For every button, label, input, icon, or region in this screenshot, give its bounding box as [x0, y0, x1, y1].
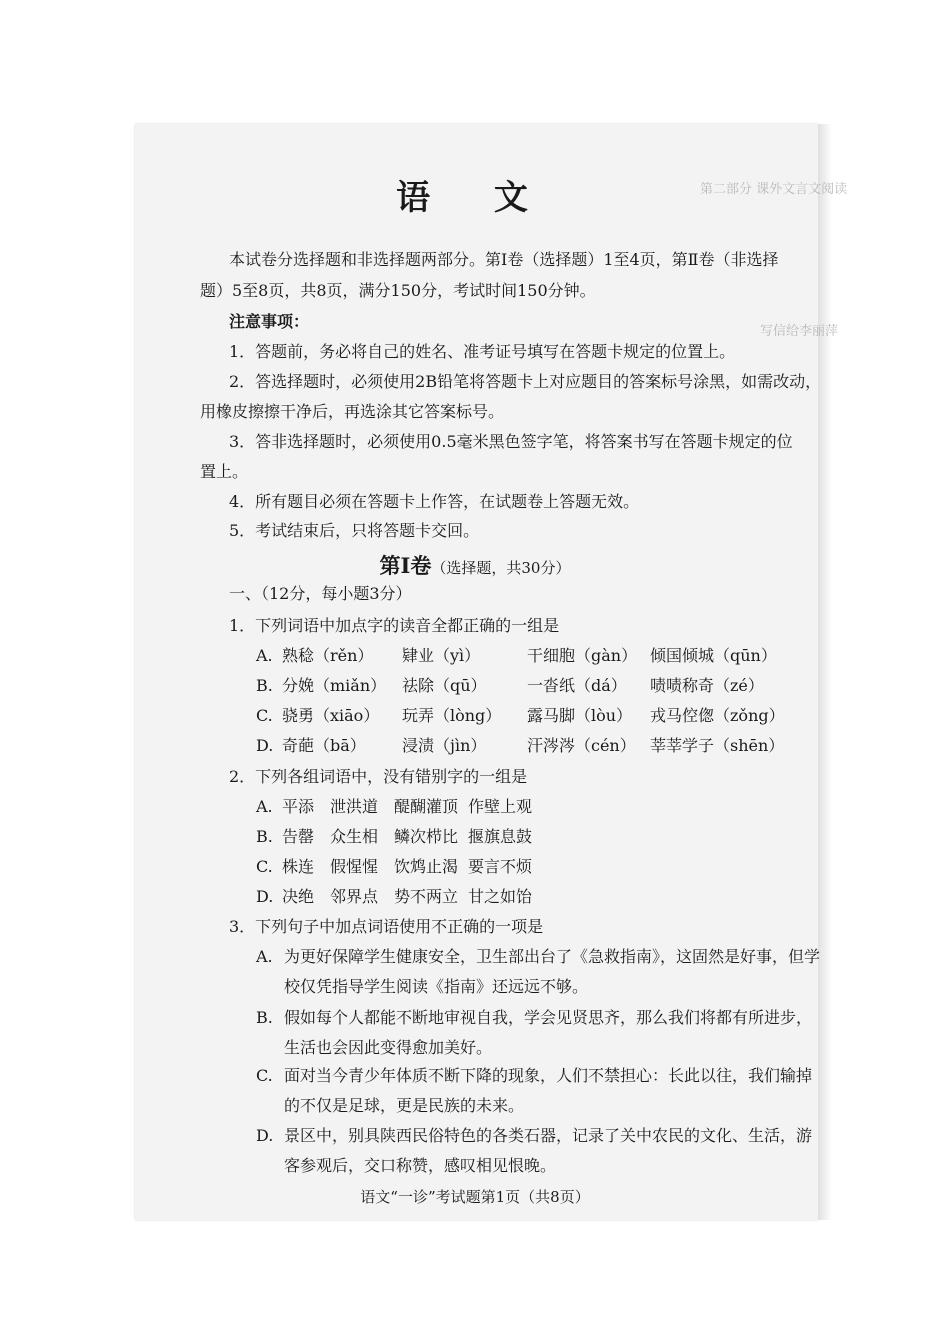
- option-word: 告罄: [282, 827, 315, 846]
- option-word: 平添: [282, 797, 315, 816]
- option-word: 甘之如饴: [468, 887, 533, 906]
- option-word: 露马脚（lòu）: [527, 706, 633, 725]
- option-word: 奇葩（bā）: [282, 736, 366, 755]
- option-label: C.: [256, 1066, 273, 1085]
- option-word: 一沓纸（dá）: [527, 676, 627, 695]
- question-stem: 3．下列句子中加点词语使用不正确的一项是: [229, 917, 544, 936]
- option-word: 假惺惺: [330, 857, 379, 876]
- page-footer: 语文“一诊”考试题第1页（共8页）: [360, 1188, 590, 1206]
- notice-item: 用橡皮擦擦干净后，再选涂其它答案标号。: [200, 402, 505, 421]
- option-word: 泄洪道: [330, 797, 379, 816]
- intro-line: 题）5至8页，共8页，满分150分，考试时间150分钟。: [200, 281, 596, 300]
- question-stem: 2．下列各组词语中，没有错别字的一组是: [229, 767, 528, 786]
- option-label: B.: [256, 1008, 273, 1027]
- option-word: 株连: [282, 857, 315, 876]
- notice-item: 5．考试结束后，只将答题卡交回。: [229, 521, 480, 540]
- option-word: 玩弄（lòng）: [402, 706, 502, 725]
- option-label: D.: [256, 1126, 274, 1145]
- option-label: A.: [256, 947, 273, 966]
- option-word: 熟稔（rěn）: [282, 646, 374, 665]
- option-word: 众生相: [330, 827, 379, 846]
- option-word: 分娩（miǎn）: [282, 676, 387, 695]
- option-word: 戎马倥偬（zǒng）: [650, 706, 785, 725]
- option-label: D.: [256, 887, 274, 906]
- question-stem: 1．下列词语中加点字的读音全都正确的一组是: [229, 616, 560, 635]
- option-label: A.: [256, 646, 273, 665]
- option-text: 为更好保障学生健康安全，卫生部出台了《急救指南》，这固然是好事，但学: [284, 947, 821, 966]
- option-label: C.: [256, 857, 273, 876]
- option-text: 面对当今青少年体质不断下降的现象，人们不禁担心：长此以往，我们输掉: [284, 1066, 813, 1085]
- option-word: 饮鸩止渴: [394, 857, 459, 876]
- option-text: 客参观后，交口称赞，感叹相见恨晚。: [284, 1156, 557, 1175]
- section-note: （选择题，共30分）: [431, 559, 571, 577]
- notice-item: 4．所有题目必须在答题卡上作答，在试题卷上答题无效。: [229, 492, 640, 511]
- option-word: 决绝: [282, 887, 315, 906]
- notice-item: 置上。: [200, 462, 249, 481]
- bleed-through-text: 第二部分 课外文言文阅读: [700, 182, 848, 197]
- option-word: 作壁上观: [468, 797, 533, 816]
- option-word: 鳞次栉比: [394, 827, 459, 846]
- option-word: 啧啧称奇（zé）: [650, 676, 764, 695]
- notice-heading: 注意事项：: [229, 312, 310, 331]
- option-label: C.: [256, 706, 273, 725]
- option-word: 祛除（qū）: [402, 676, 487, 695]
- option-word: 浸渍（jìn）: [402, 736, 487, 755]
- part-heading: 一、（12分，每小题3分）: [229, 584, 412, 603]
- option-word: 倾国倾城（qūn）: [650, 646, 777, 665]
- option-word: 干细胞（gàn）: [527, 646, 638, 665]
- option-word: 醍醐灌顶: [394, 797, 459, 816]
- intro-line: 本试卷分选择题和非选择题两部分。第Ⅰ卷（选择题）1至4页，第Ⅱ卷（非选择: [229, 250, 779, 269]
- option-text: 生活也会因此变得愈加美好。: [284, 1038, 493, 1057]
- option-text: 校仅凭指导学生阅读《指南》还远远不够。: [284, 977, 589, 996]
- option-word: 汗涔涔（cén）: [527, 736, 636, 755]
- notice-item: 2．答选择题时，必须使用2B铅笔将答题卡上对应题目的答案标号涂黑，如需改动，: [229, 372, 822, 391]
- option-word: 莘莘学子（shēn）: [650, 736, 785, 755]
- option-label: B.: [256, 676, 273, 695]
- section-name: 第Ⅰ卷: [379, 553, 432, 578]
- notice-item: 1．答题前，务必将自己的姓名、准考证号填写在答题卡规定的位置上。: [229, 342, 736, 361]
- option-word: 邻界点: [330, 887, 379, 906]
- option-label: A.: [256, 797, 273, 816]
- section-heading: [0, 550, 950, 580]
- exam-title: 语 文: [396, 178, 554, 218]
- page-edge: [818, 124, 832, 1220]
- notice-item: 3．答非选择题时，必须使用0.5毫米黑色签字笔，将答案书写在答题卡规定的位: [229, 432, 793, 451]
- option-word: 骁勇（xiāo）: [282, 706, 380, 725]
- option-word: 势不两立: [394, 887, 459, 906]
- option-label: B.: [256, 827, 273, 846]
- option-text: 景区中，别具陕西民俗特色的各类石器，记录了关中农民的文化、生活，游: [284, 1126, 813, 1145]
- option-word: 要言不烦: [468, 857, 533, 876]
- bleed-through-text: 写信给李丽萍: [760, 324, 839, 339]
- option-label: D.: [256, 736, 274, 755]
- option-word: 肄业（yì）: [402, 646, 481, 665]
- option-word: 揠旗息鼓: [468, 827, 533, 846]
- option-text: 假如每个人都能不断地审视自我，学会见贤思齐，那么我们将都有所进步，: [284, 1008, 813, 1027]
- option-text: 的不仅是足球，更是民族的未来。: [284, 1096, 525, 1115]
